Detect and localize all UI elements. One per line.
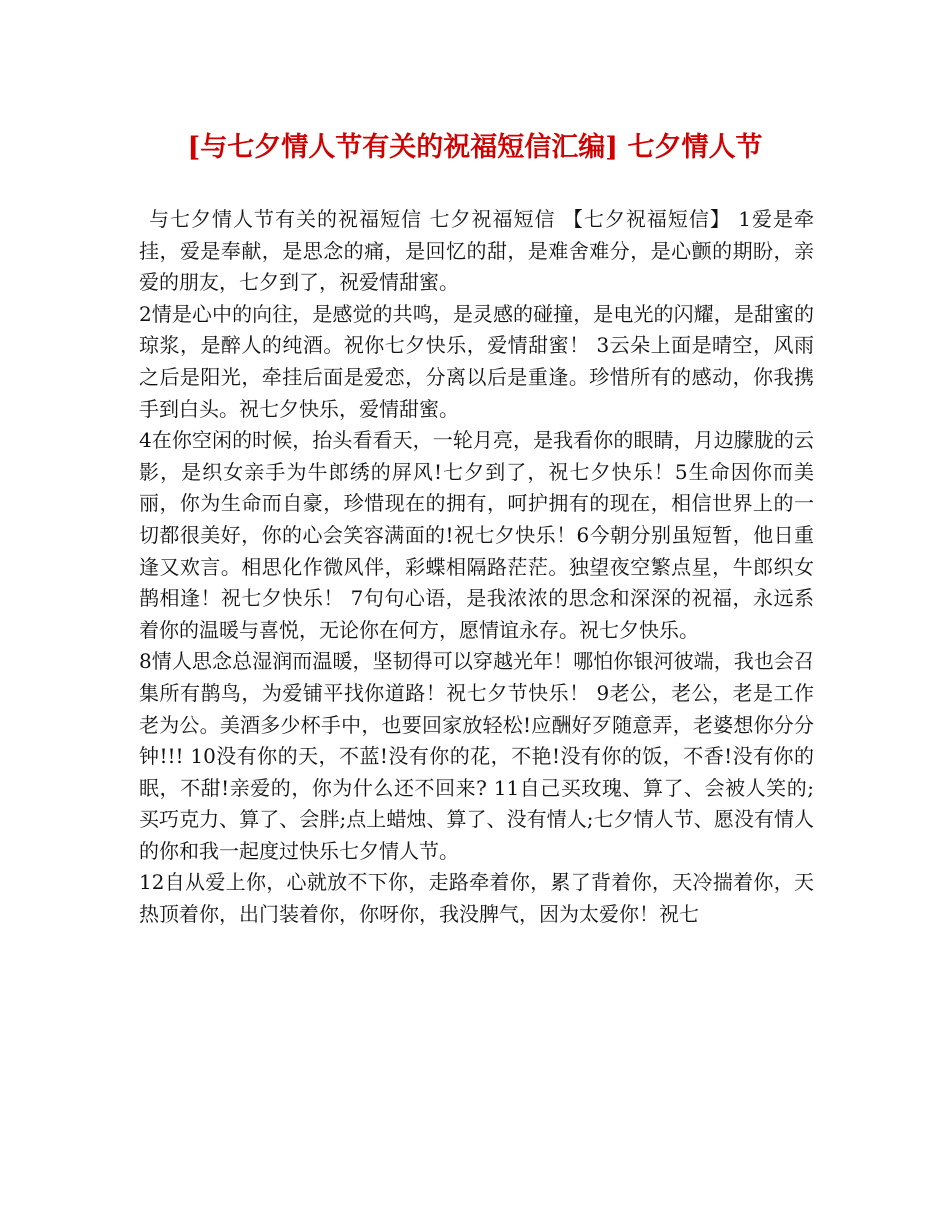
paragraph-1: 与七夕情人节有关的祝福短信 七夕祝福短信 【七夕祝福短信】 1爱是牵挂，爱是奉献，是思念的痛，是回忆的甜，是难舍难分，是心颤的期盼，亲爱的朋友，七夕到了，祝爱情甜蜜。: [139, 207, 814, 295]
paragraph-4: 8情人思念总湿润而温暖，坚韧得可以穿越光年！哪怕你银河彼端，我也会召集所有鹊鸟，为爱铺平找你道路！祝七夕节快乐！ 9老公，老公，老是工作老为公。美酒多少杯手中，也要回家放轻松!应酬好歹随意弄，老婆想你分分钟!!! 10没有你的天，不蓝!没有你的花，不艳!没有你的饭，不香!没有你的眠，不甜!亲爱的，你为什么还不回来? 11自己买玫瑰、算了、会被人笑的;买巧克力、算了、会胖;点上蜡烛、算了、没有情人;七夕情人节、愿没有情人的你和我一起度过快乐七夕情人节。: [139, 649, 814, 863]
document-body: [139, 204, 814, 931]
paragraph-5: 12自从爱上你，心就放不下你，走路牵着你，累了背着你，天冷揣着你，天热顶着你，出门装着你，你呀你，我没脾气，因为太爱你！祝七: [139, 870, 814, 927]
document-title: [与七夕情人节有关的祝福短信汇编] 七夕情人节: [187, 132, 763, 163]
paragraph-2: 2情是心中的向往，是感觉的共鸣，是灵感的碰撞，是电光的闪耀，是甜蜜的琼浆，是醉人的纯酒。祝你七夕快乐，爱情甜蜜！ 3云朵上面是晴空，风雨之后是阳光，牵挂后面是爱恋，分离以后是重逢。珍惜所有的感动，你我携手到白头。祝七夕快乐，爱情甜蜜。: [139, 301, 814, 421]
paragraph-3: 4在你空闲的时候，抬头看看天，一轮月亮，是我看你的眼睛，月边朦胧的云影，是织女亲手为牛郎绣的屏风!七夕到了，祝七夕快乐！5生命因你而美丽，你为生命而自豪，珍惜现在的拥有，呵护拥有的现在，相信世界上的一切都很美好，你的心会笑容满面的!祝七夕快乐！6今朝分别虽短暂，他日重逢又欢言。相思化作微风伴，彩蝶相隔路茫茫。独望夜空繁点星，牛郎织女鹊相逢！祝七夕快乐！ 7句句心语，是我浓浓的思念和深深的祝福，永远系着你的温暖与喜悦，无论你在何方，愿情谊永存。祝七夕快乐。: [139, 428, 814, 642]
